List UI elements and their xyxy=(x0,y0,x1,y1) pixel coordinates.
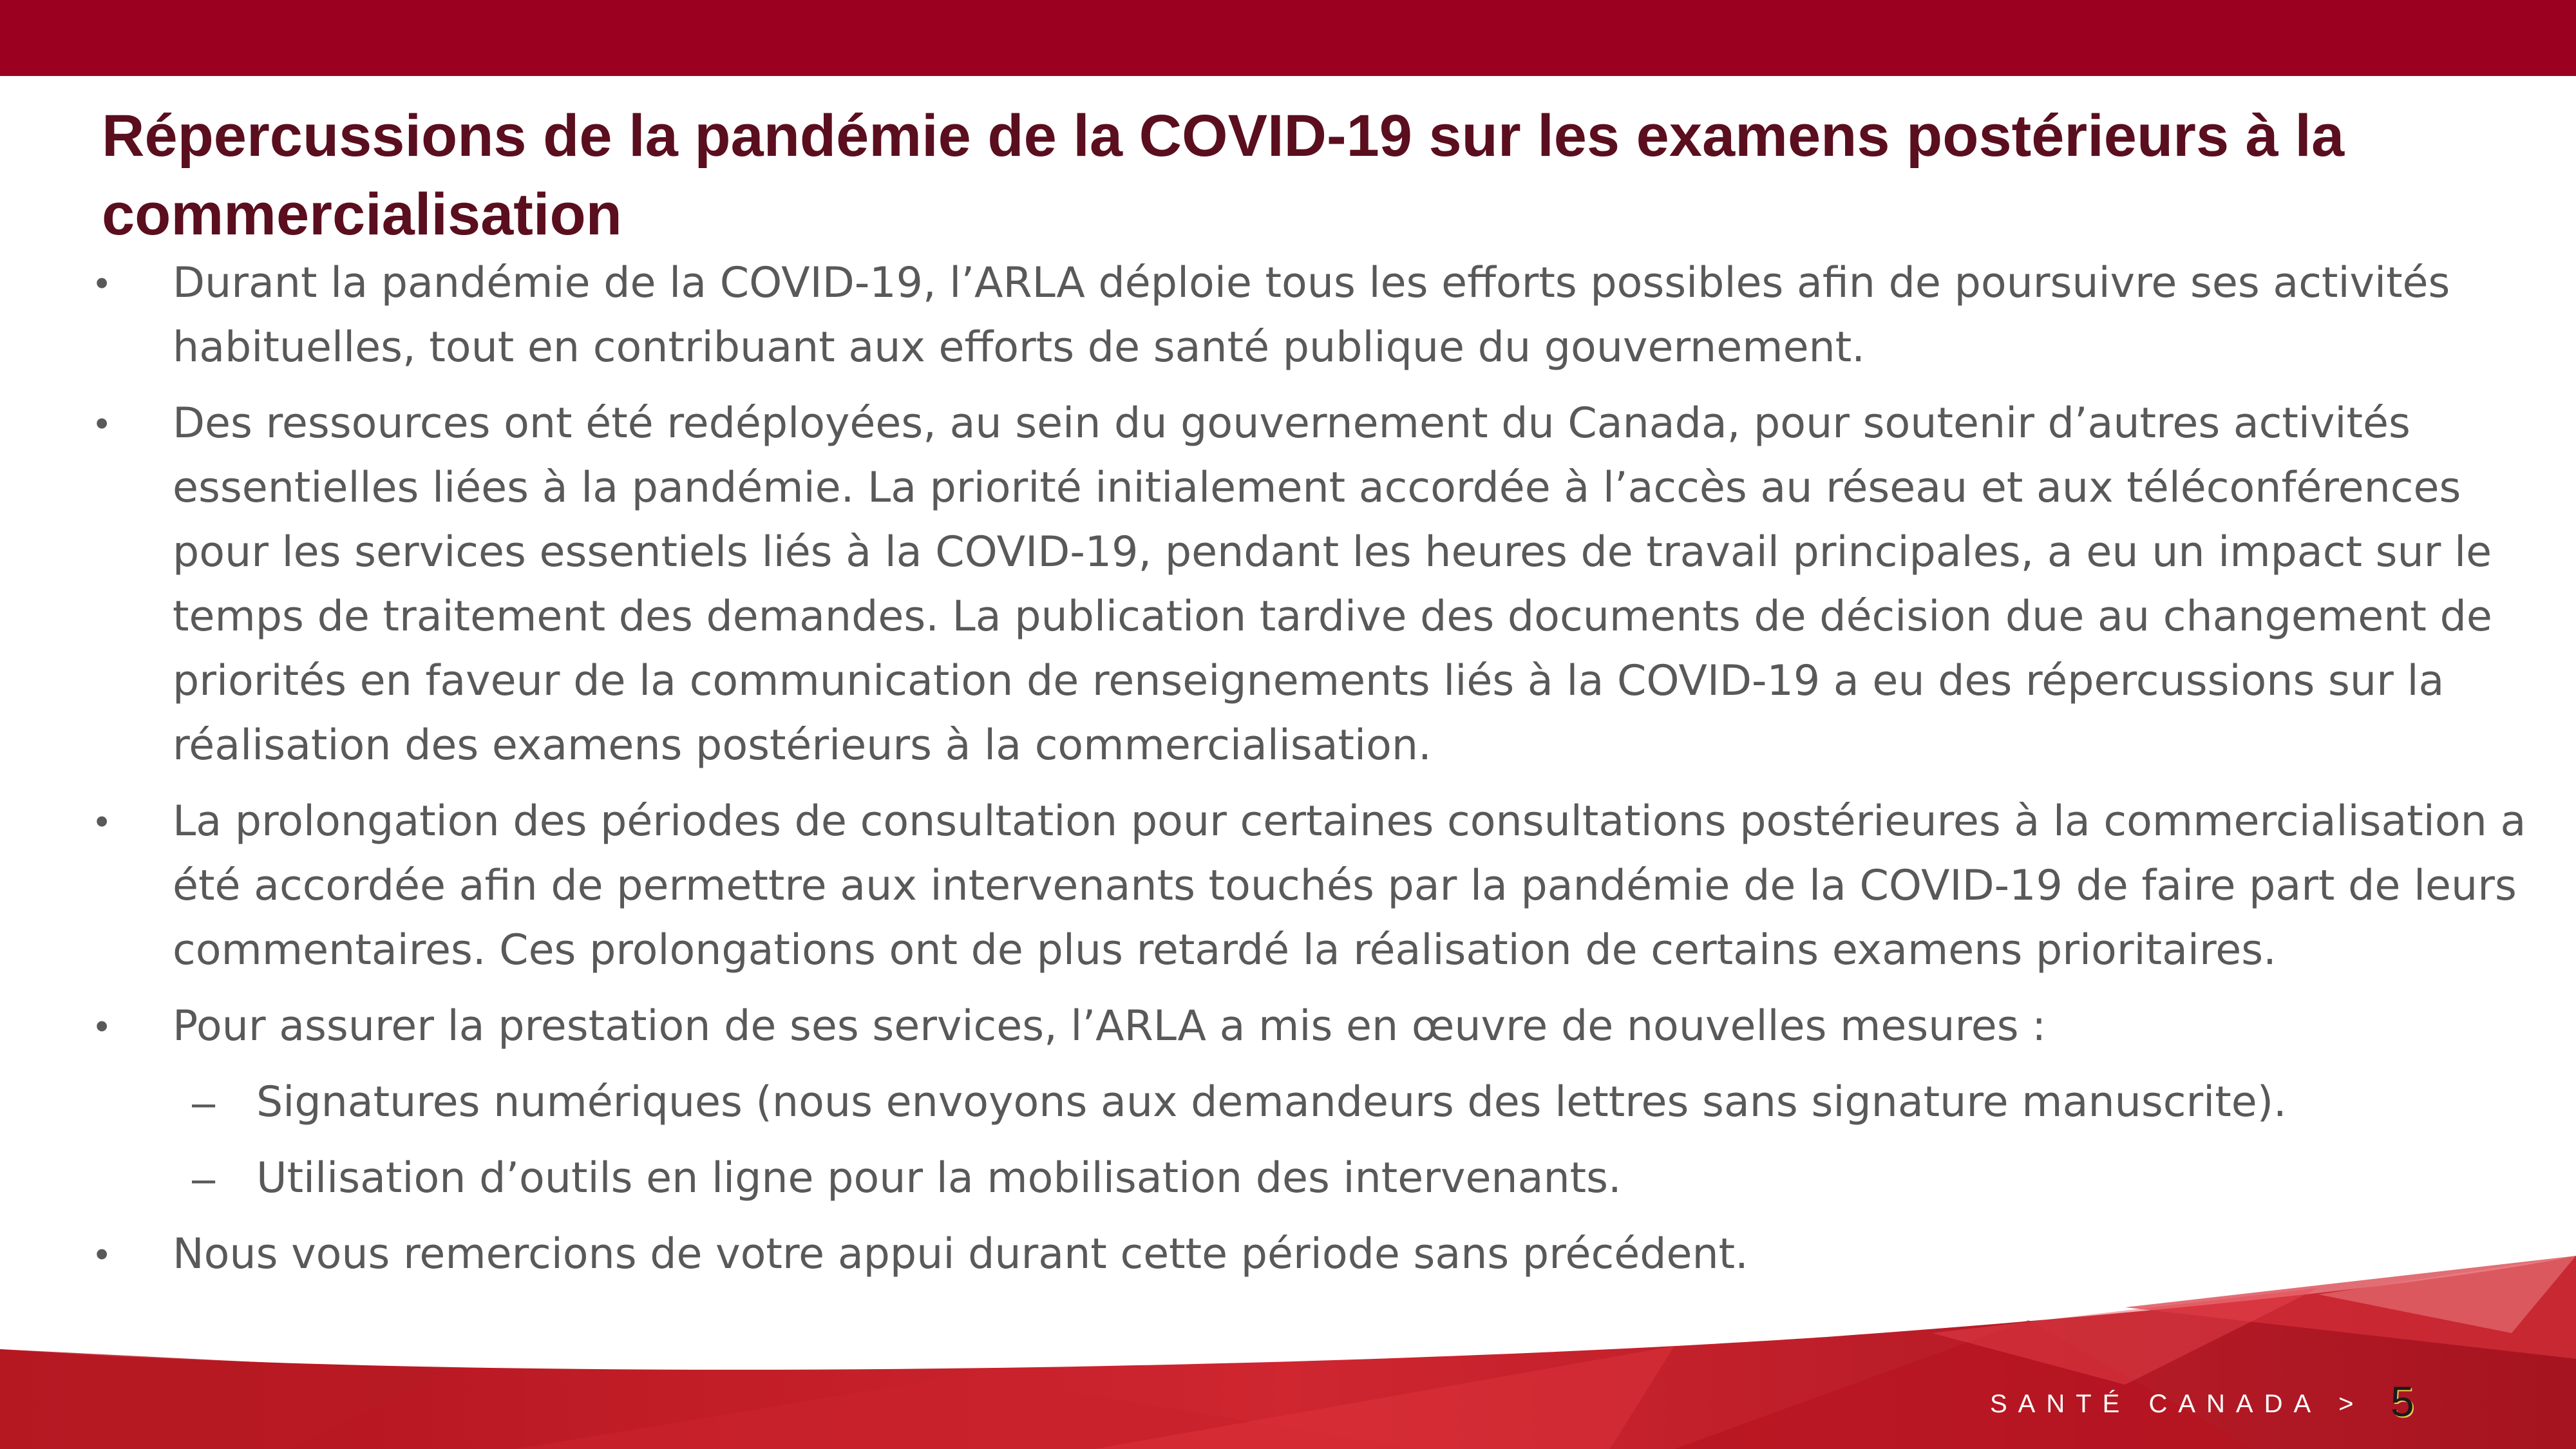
bullet-dot-icon: • xyxy=(95,1233,109,1275)
bullet-dot-icon: • xyxy=(95,262,109,304)
sub-bullet-text: Utilisation d’outils en ligne pour la mobilisation des intervenants. xyxy=(256,1154,1622,1202)
sub-bullet-text: Signatures numériques (nous envoyons aux demandeurs des lettres sans signature manuscrite). xyxy=(256,1078,2287,1126)
sub-bullet-item xyxy=(95,1146,2530,1211)
bullet-dot-icon: • xyxy=(95,800,109,842)
bullet-item xyxy=(95,392,2530,778)
bullet-text: Pour assurer la prestation de ses services, l’ARLA a mis en œuvre de nouvelles mesures : xyxy=(173,1002,2047,1050)
sub-bullet-item xyxy=(95,1070,2530,1135)
page-number: 5 xyxy=(2391,1378,2414,1425)
dash-icon: – xyxy=(192,1155,216,1202)
bullet-text: Durant la pandémie de la COVID-19, l’ARLA déploie tous les efforts possibles afin de poursuivre ses activités habituelles, tout en contribuant aux efforts de santé publique du gouvernement. xyxy=(173,259,2450,372)
bullet-item xyxy=(95,994,2530,1059)
bullet-dot-icon: • xyxy=(95,402,109,444)
bullet-text: La prolongation des périodes de consultation pour certaines consultations postérieures à la commercialisation a été accordée afin de permettre aux intervenants touchés par la pandémie de la COVID-19 de faire part de leurs commentaires. Ces prolongations ont de plus retardé la réalisation de certains examens prioritaires. xyxy=(173,797,2526,974)
slide-title: Répercussions de la pandémie de la COVID-19 sur les examens postérieurs à la commercialisation xyxy=(102,103,2345,247)
footer-brand-text: SANTÉ CANADA > xyxy=(1990,1390,2365,1418)
slide-content xyxy=(95,251,2530,1298)
bullet-text: Nous vous remercions de votre appui durant cette période sans précédent. xyxy=(173,1230,1748,1278)
dash-icon: – xyxy=(192,1079,216,1126)
footer-banner xyxy=(0,1256,2576,1449)
bullet-text: Des ressources ont été redéployées, au sein du gouvernement du Canada, pour soutenir d’autres activités essentielles liées à la pandémie. La priorité initialement accordée à l’accès au réseau et aux téléconférences pour les services essentiels liés à la COVID-19, pendant les heures de travail principales, a eu un impact sur le temps de traitement des demandes. La publication tardive des documents de décision due au changement de priorités en faveur de la communication de renseignements liés à la COVID-19 a eu des répercussions sur la réalisation des examens postérieurs à la commercialisation. xyxy=(173,399,2492,770)
bullet-item xyxy=(95,790,2530,983)
bullet-dot-icon: • xyxy=(95,1005,109,1047)
top-banner xyxy=(0,0,2576,76)
bullet-item xyxy=(95,251,2530,380)
